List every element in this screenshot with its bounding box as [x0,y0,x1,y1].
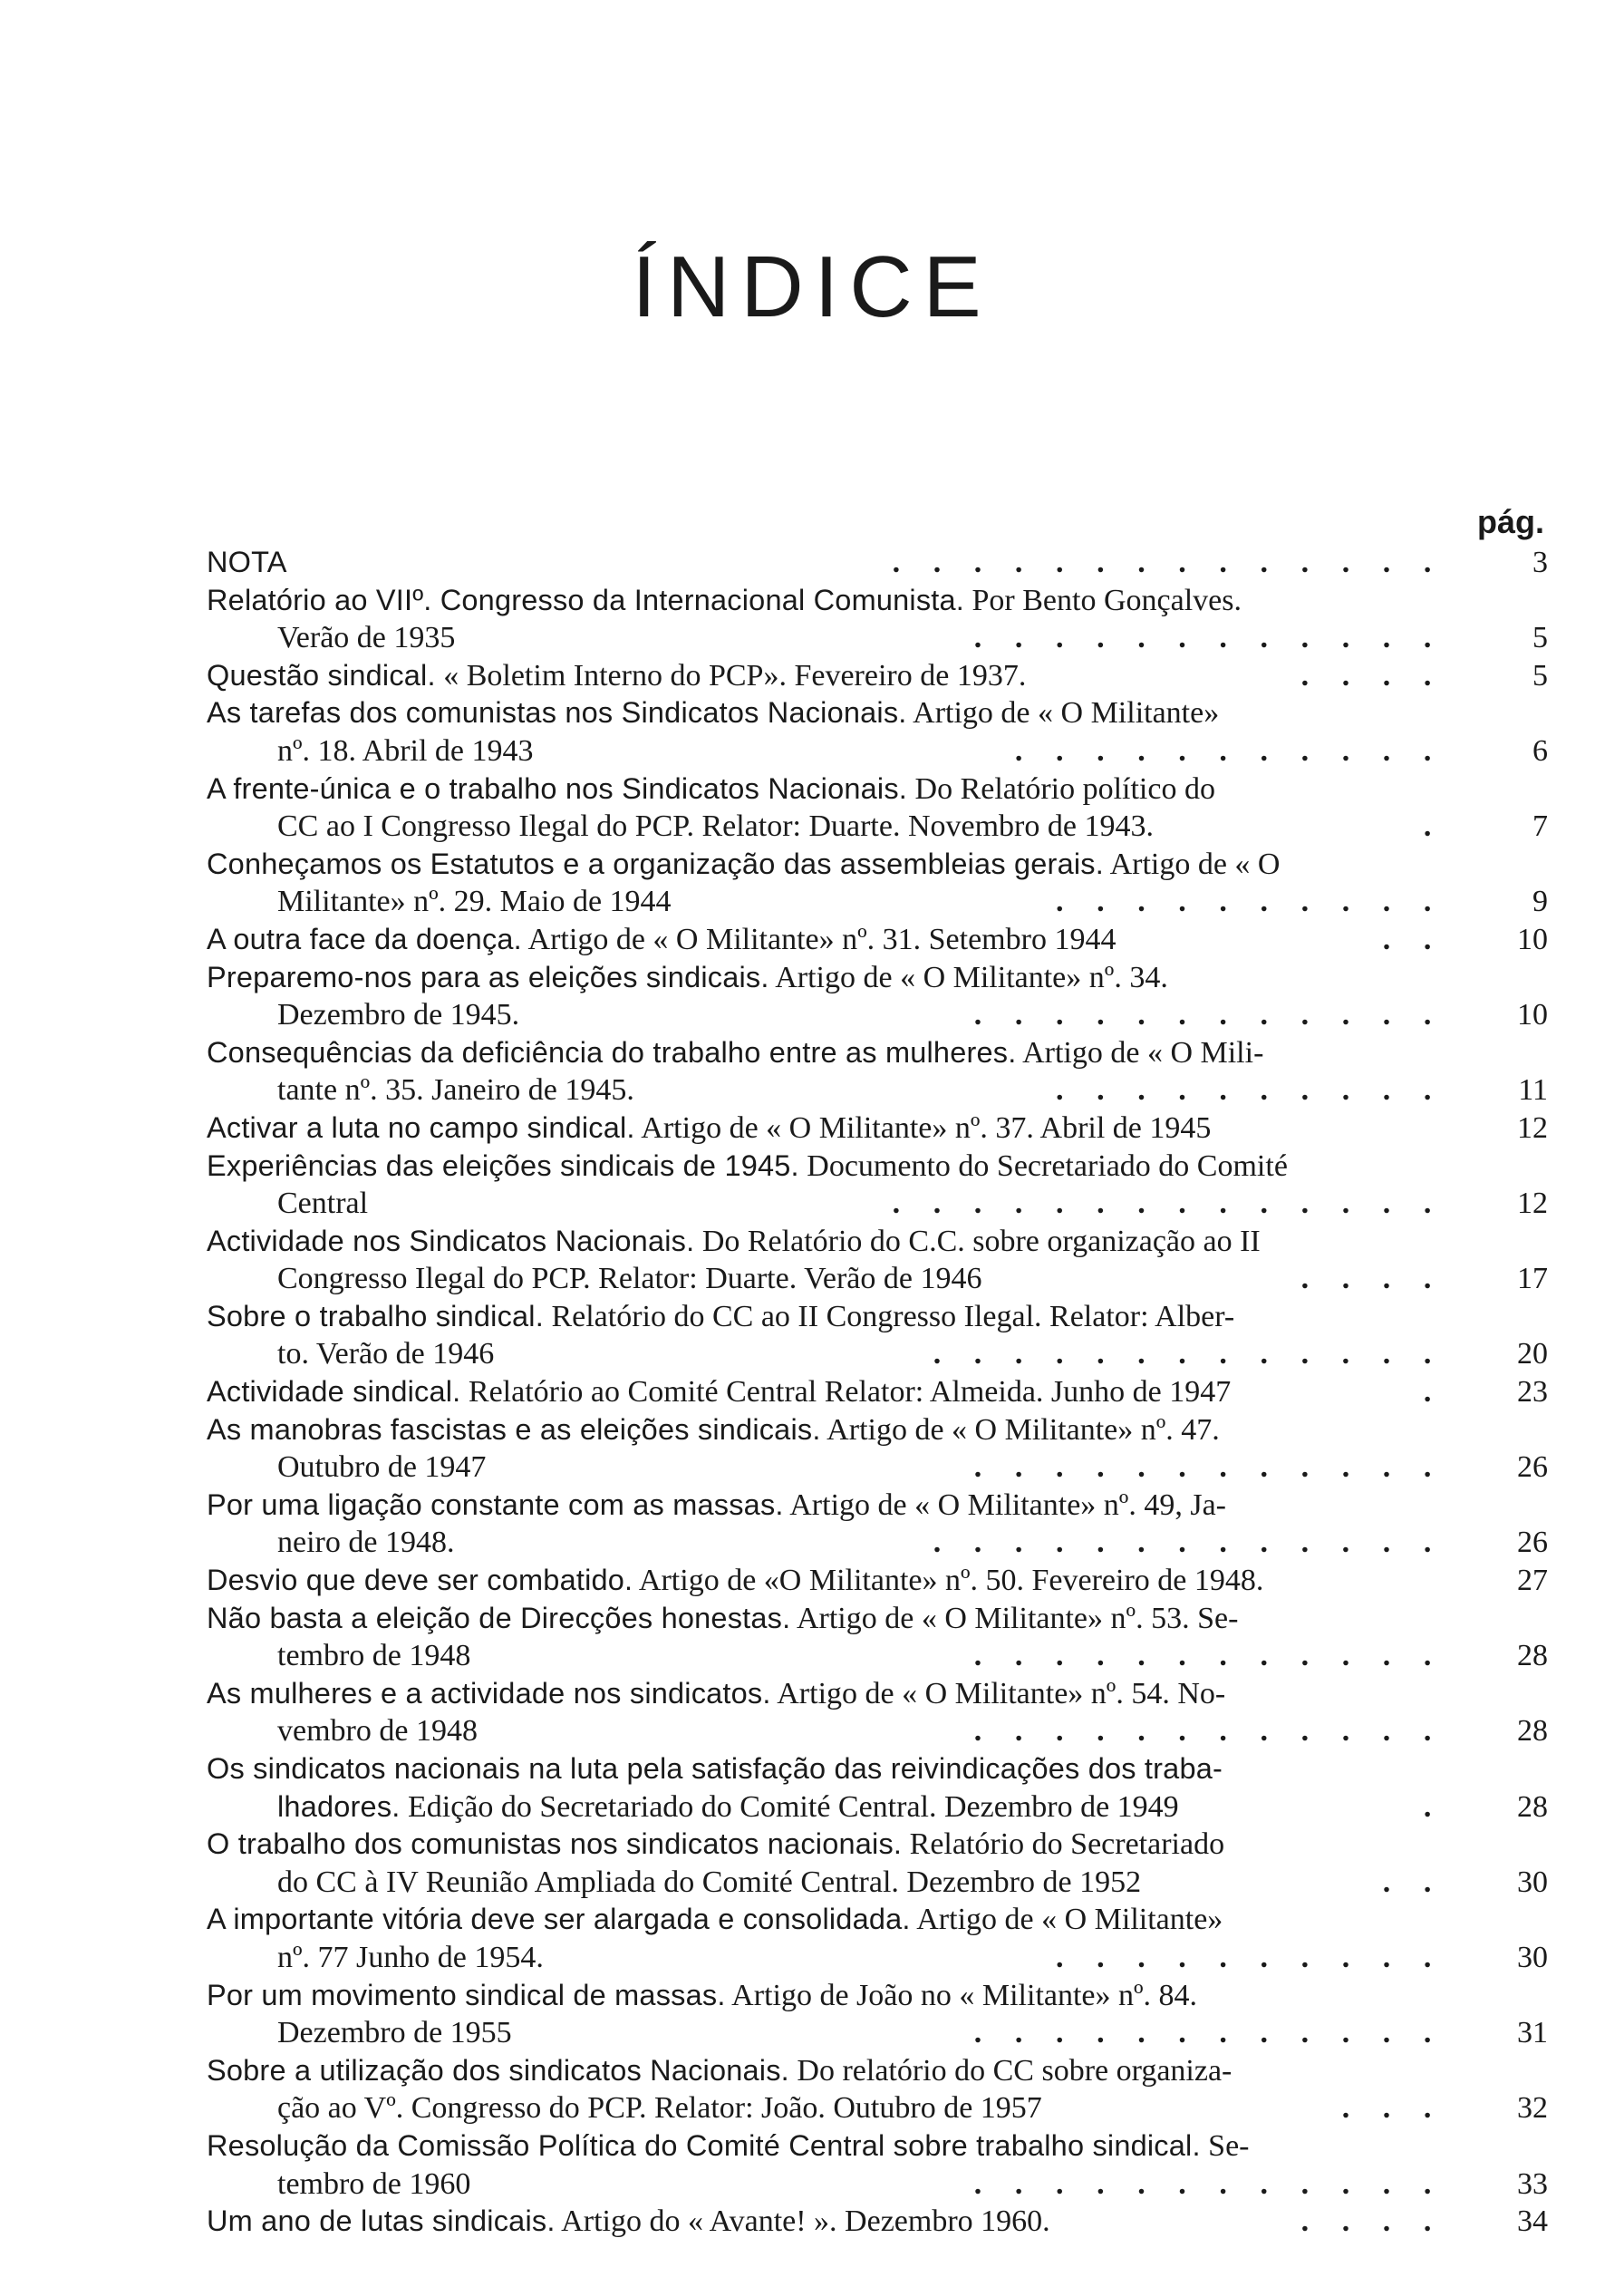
dot-leader: . [1423,1789,1464,1824]
page-number: 10 [1517,998,1548,1032]
dot-leader: .... [1300,2204,1464,2239]
toc-entry-line [207,1487,1548,1525]
dot-leader: ............ [973,998,1464,1032]
toc-entry-line [207,1148,1548,1186]
dot-leader: .... [1300,658,1464,693]
entry-description: Artigo de « O Militante» nº. 53. Se- [790,1601,1239,1635]
toc-entry [207,1298,1548,1373]
entry-description: Militante» nº. 29. Maio de 1944 [277,885,672,919]
toc-entry-line [207,582,1548,620]
toc-entry [207,694,1548,770]
entry-heading: Questão sindical. [207,658,436,692]
toc-entry [207,1675,1548,1750]
page-column-label: pág. [1477,503,1545,540]
toc-entry-line [207,2089,1548,2127]
entry-description: ção ao Vº. Congresso do PCP. Relator: João. Outubro de 1957 [277,2091,1042,2126]
entry-heading: Por uma ligação constante com as massas. [207,1487,784,1521]
page-number: 23 [1517,1375,1548,1410]
toc-entry [207,1901,1548,1976]
entry-heading: As manobras fascistas e as eleições sindicais. [207,1412,821,1446]
toc-entry-line [207,1260,1548,1298]
toc-entry [207,544,1548,582]
entry-heading: NOTA [207,546,287,578]
entry-description: Artigo de « O Mili- [1016,1035,1264,1070]
page-number: 12 [1517,1110,1548,1145]
entry-heading: Conheçamos os Estatutos e a organização das assembleias gerais. [207,847,1104,880]
page-number: 5 [1532,621,1548,655]
page-title: ÍNDICE [632,238,992,335]
dot-leader: ............ [973,1450,1464,1485]
toc-entry [207,1034,1548,1109]
entry-description: Artigo de João no « Militante» nº. 84. [725,1978,1198,2012]
toc-entry-line [207,1712,1548,1750]
toc-entry [207,657,1548,695]
page-number: 7 [1532,809,1548,844]
dot-leader: . [1423,1375,1464,1410]
page-number: 5 [1532,658,1548,693]
toc-entry-line [207,1335,1548,1373]
entry-description: Artigo de « O Militante» nº. 31. Setembro 1944 [521,922,1116,956]
toc-entry-line [207,1298,1548,1336]
entry-description: Artigo de « O [1103,847,1281,881]
entry-heading: Os sindicatos nacionais na luta pela satisfação das reivindicações dos traba- [207,1752,1223,1785]
toc-entry-line [207,1977,1548,2015]
toc-entry-line [207,883,1548,921]
toc-entry [207,1223,1548,1298]
page-number: 26 [1517,1526,1548,1560]
entry-heading: lhadores. [277,1789,401,1823]
dot-leader: .......... [1056,885,1464,919]
entry-heading: Um ano de lutas sindicais. [207,2204,556,2238]
entry-heading: A importante vitória deve ser alargada e consolidada. [207,1903,911,1936]
toc-entry-line [207,1373,1548,1411]
entry-heading: Não basta a eleição de Direcções honestas. [207,1601,791,1634]
toc-entry-line [207,921,1548,959]
toc-entry [207,1977,1548,2052]
page-number: 32 [1517,2091,1548,2126]
toc-entry-line [207,1637,1548,1675]
page-number: 31 [1517,2016,1548,2050]
toc-entry-line [207,2014,1548,2052]
entry-description: Artigo do « Avante! ». Dezembro 1960. [555,2204,1050,2239]
dot-leader: .............. [892,1187,1464,1221]
toc-entry [207,2127,1548,2203]
toc-entry [207,1750,1548,1826]
toc-entry-line [207,1524,1548,1562]
entry-heading: Resolução da Comissão Política do Comité Central sobre trabalho sindical. [207,2128,1201,2162]
toc-entry-line [207,2052,1548,2090]
entry-heading: A frente-única e o trabalho nos Sindicatos Nacionais. [207,771,908,805]
toc-entry [207,2203,1548,2241]
toc-entry-line [207,1939,1548,1977]
dot-leader: ............ [973,1639,1464,1673]
toc-entry-line [207,1864,1548,1902]
entry-description: Se- [1200,2128,1250,2163]
toc-entry-line [207,770,1548,809]
entry-heading: Actividade nos Sindicatos Nacionais. [207,1224,695,1257]
toc-entry-line [207,544,1548,582]
entry-description: Relatório do CC ao II Congresso Ilegal. Relator: Alber- [543,1299,1235,1333]
toc-entry-line [207,846,1548,884]
entry-heading: O trabalho dos comunistas nos sindicatos nacionais. [207,1827,903,1861]
toc-entry-line [207,959,1548,997]
entry-description: Artigo de « O Militante» [906,696,1220,731]
dot-leader: .. [1382,922,1464,956]
entry-description: Congresso Ilegal do PCP. Relator: Duarte. Verão de 1946 [277,1262,982,1296]
entry-description: Artigo de « O Militante» nº. 54. No- [770,1676,1226,1710]
toc-entry [207,770,1548,846]
dot-leader: ... [1341,2091,1464,2126]
entry-heading: Relatório ao VIIº. Congresso da Internacional Comunista. [207,583,965,616]
entry-description: « Boletim Interno do PCP». Fevereiro de 1937. [435,658,1027,693]
dot-leader: .. [1382,1865,1464,1899]
dot-leader: .......... [1056,1073,1464,1108]
entry-description: nº. 77 Junho de 1954. [277,1940,544,1974]
page-number: 34 [1517,2204,1548,2239]
toc-entry-line [207,1071,1548,1109]
entry-description: Relatório ao Comité Central Relator: Almeida. Junho de 1947 [460,1375,1232,1410]
page-number: 27 [1517,1564,1548,1598]
entry-description: nº. 18. Abril de 1943 [277,733,534,768]
toc-entry-line [207,1826,1548,1864]
toc-entry-line [207,732,1548,770]
entry-description: Do relatório do CC sobre organiza- [788,2053,1232,2088]
entry-description: tembro de 1960 [277,2166,471,2201]
entry-description: Artigo de « O Militante» nº. 47. [820,1412,1220,1447]
toc-entry-line [207,1600,1548,1638]
entry-description: Verão de 1935 [277,621,456,655]
page-number: 33 [1517,2166,1548,2201]
toc-entry-line [207,1185,1548,1223]
toc-entry-line [207,2166,1548,2204]
toc-entry [207,1562,1548,1600]
entry-heading: A outra face da doença. [207,922,522,955]
page-number: 12 [1517,1187,1548,1221]
toc-entry [207,1373,1548,1411]
entry-description: Artigo de « O Militante» nº. 49, Ja- [783,1487,1226,1522]
dot-leader: .... [1300,1262,1464,1296]
page-number: 28 [1517,1714,1548,1749]
toc-entry-line [207,694,1548,732]
page-number: 17 [1517,1262,1548,1296]
entry-description: Do Relatório político do [907,771,1215,806]
toc-entry-line [207,1449,1548,1487]
entry-heading: Sobre o trabalho sindical. [207,1299,544,1332]
entry-description: Dezembro de 1945. [277,998,520,1032]
toc-entry-line [207,2203,1548,2241]
toc-entry [207,921,1548,959]
toc-entry-line [207,996,1548,1034]
toc-entry-line [207,657,1548,695]
toc-entry [207,1600,1548,1675]
entry-heading: Preparemo-nos para as eleições sindicais. [207,960,769,993]
entry-description: Artigo de « O Militante» [910,1903,1223,1937]
entry-description: tante nº. 35. Janeiro de 1945. [277,1073,634,1108]
entry-description: Relatório do Secretariado [902,1827,1225,1862]
entry-description: vembro de 1948 [277,1714,478,1749]
toc-entry-line [207,1411,1548,1449]
entry-description: Edição do Secretariado do Comité Central. Dezembro de 1949 [400,1789,1179,1824]
page-number: 30 [1517,1940,1548,1974]
toc-entry [207,2052,1548,2127]
page-number: 6 [1532,733,1548,768]
entry-heading: Experiências das eleições sindicais de 1945. [207,1148,799,1182]
toc-entry [207,1826,1548,1901]
entry-description: do CC à IV Reunião Ampliada do Comité Central. Dezembro de 1952 [277,1865,1142,1899]
toc-entry-line [207,1675,1548,1713]
entry-heading: Sobre a utilização dos sindicatos Nacionais. [207,2053,789,2087]
entry-description: Do Relatório do C.C. sobre organização ao II [694,1224,1261,1258]
entry-description: Artigo de « O Militante» nº. 37. Abril de 1945 [634,1110,1212,1145]
toc-entry [207,846,1548,921]
entry-description: Outubro de 1947 [277,1450,487,1485]
dot-leader: ............. [933,1337,1464,1371]
page-number: 3 [1532,546,1548,579]
dot-leader: .......... [1056,1940,1464,1974]
dot-leader: ............ [973,2016,1464,2050]
entry-heading: Por um movimento sindical de massas. [207,1978,726,2011]
toc-entry-line [207,619,1548,657]
page-number: 11 [1518,1073,1548,1108]
toc-entry-line [207,1034,1548,1072]
toc-entry-line [207,1109,1548,1148]
dot-leader: ............. [933,1526,1464,1560]
toc-entry [207,582,1548,657]
entry-heading: As mulheres e a actividade nos sindicatos. [207,1676,771,1710]
page-number: 20 [1517,1337,1548,1371]
toc-entry-line [207,1788,1548,1826]
toc-entry-line [207,2127,1548,2166]
entry-description: neiro de 1948. [277,1526,455,1560]
dot-leader: ............ [973,1714,1464,1749]
toc-entry-line [207,808,1548,846]
toc-entry [207,1109,1548,1148]
page-number: 28 [1517,1639,1548,1673]
entry-description: Documento do Secretariado do Comité [798,1148,1288,1183]
entry-description: Dezembro de 1955 [277,2016,512,2050]
entry-description: CC ao I Congresso Ilegal do PCP. Relator: Duarte. Novembro de 1943. [277,809,1154,844]
entry-heading: As tarefas dos comunistas nos Sindicatos Nacionais. [207,696,907,730]
dot-leader: . [1423,809,1464,844]
entry-heading: Actividade sindical. [207,1375,461,1409]
page-number: 9 [1532,885,1548,919]
entry-description: Por Bento Gonçalves. [964,583,1242,617]
toc-entry-line [207,1562,1548,1600]
dot-leader: ............ [973,621,1464,655]
page-number: 28 [1517,1789,1548,1824]
entry-description: to. Verão de 1946 [277,1337,495,1371]
toc-entry [207,1148,1548,1223]
dot-leader: ........... [1014,733,1464,768]
entry-description: tembro de 1948 [277,1639,471,1673]
toc-entry-line [207,1750,1548,1788]
entry-description: Central [277,1187,369,1221]
entry-heading: Consequências da deficiência do trabalho entre as mulheres. [207,1035,1017,1069]
toc-entry-line [207,1901,1548,1939]
entry-heading: Desvio que deve ser combatido. [207,1564,633,1597]
page-number: 30 [1517,1865,1548,1899]
toc-entry [207,959,1548,1034]
table-of-contents [207,544,1548,2241]
page-number: 26 [1517,1450,1548,1485]
toc-entry-line [207,1223,1548,1261]
toc-entry [207,1487,1548,1562]
entry-heading: Activar a luta no campo sindical. [207,1110,635,1144]
entry-description: Artigo de « O Militante» nº. 34. [768,960,1168,994]
page-number: 10 [1517,922,1548,956]
entry-description: Artigo de «O Militante» nº. 50. Fevereiro de 1948. [633,1564,1264,1598]
dot-leader: .............. [892,546,1464,579]
toc-entry [207,1411,1548,1487]
dot-leader: ............ [973,2166,1464,2201]
